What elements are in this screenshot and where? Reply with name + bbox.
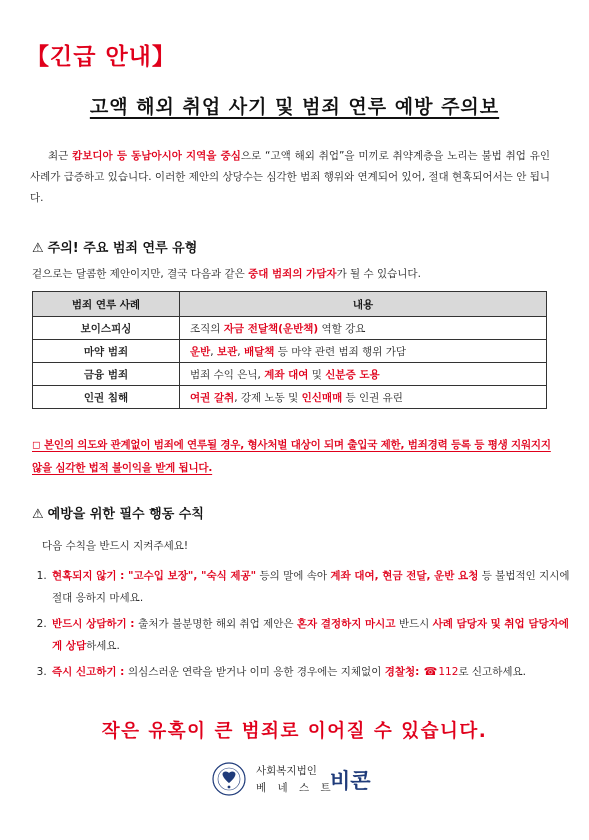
lead-text: 겉으로는 달콤한 제안이지만, 결국 다음과 같은 xyxy=(32,268,249,280)
description-highlight: 배달책 xyxy=(243,345,275,358)
rule-highlight: 계좌 대여, 현금 전달, 운반 요청 xyxy=(330,570,479,582)
section-heading-text: 주의! 주요 범죄 연루 유형 xyxy=(47,241,198,256)
table-header-cell: 내용 xyxy=(180,292,547,317)
rule-highlight: 사례 담당자 및 취업 담당자에게 상담 xyxy=(52,618,569,652)
description-highlight: 인신매매 xyxy=(301,391,343,404)
page-title-text: 고액 해외 취업 사기 및 범죄 연루 예방 주의보 xyxy=(89,96,500,118)
rule-label: 즉시 신고하기 : xyxy=(52,666,129,678)
section-heading-text: 예방을 위한 필수 행동 수칙 xyxy=(47,507,204,522)
lead-text: 가 될 수 있습니다. xyxy=(336,268,421,280)
rule-text: 로 신고하세요. xyxy=(458,666,526,678)
crime-category-cell: 마약 범죄 xyxy=(33,340,180,363)
rule-highlight: "고수입 보장", "숙식 제공" xyxy=(128,570,257,582)
description-text: 역할 강요 xyxy=(318,322,366,335)
crime-description-cell xyxy=(180,317,547,340)
rule-text: 등의 말에 속아 xyxy=(256,570,331,582)
intro-paragraph xyxy=(30,146,550,209)
rule-highlight: 혼자 결정하지 마시고 xyxy=(296,618,396,630)
police-number: 112 xyxy=(438,666,459,678)
description-highlight: 여권 갈취 xyxy=(190,391,235,404)
phone-icon: ☎ xyxy=(423,665,438,678)
rule-text: 반드시 xyxy=(395,618,433,630)
description-text: 범죄 수익 은닉, xyxy=(190,368,265,381)
section-lead: 다음 수칙을 반드시 지켜주세요! xyxy=(42,540,189,552)
crime-category-cell: 보이스피싱 xyxy=(33,317,180,340)
table-row xyxy=(33,363,547,386)
intro-highlight: 캄보디아 등 동남아시아 지역을 중심 xyxy=(72,150,241,162)
list-item xyxy=(50,565,572,609)
org-name: 비콘 xyxy=(330,769,371,793)
description-highlight: 운반 xyxy=(190,345,211,358)
description-highlight: 보관 xyxy=(216,345,238,358)
warning-icon: ⚠ xyxy=(32,507,44,522)
description-text: , xyxy=(237,345,244,358)
crime-category-cell: 인권 침해 xyxy=(33,386,180,409)
rule-label: 현혹되지 않기 : xyxy=(52,570,129,582)
description-text: 및 xyxy=(308,368,326,381)
table-row xyxy=(33,340,547,363)
table-header-cell: 범죄 연루 사례 xyxy=(33,292,180,317)
crime-description-cell xyxy=(180,363,547,386)
urgent-label: 【긴급 안내】 xyxy=(26,44,176,70)
list-item xyxy=(50,613,572,657)
rule-text: 의심스러운 연락을 받거나 이미 응한 경우에는 지체없이 xyxy=(128,666,385,678)
rule-label: 반드시 상담하기 : xyxy=(52,618,139,630)
section-lead xyxy=(32,266,421,281)
description-text: 등 마약 관련 범죄 행위 가담 xyxy=(274,345,407,358)
rule-text: 등 불법적인 지시에 절대 응하지 마세요. xyxy=(52,570,570,604)
section-heading-crime-types xyxy=(32,237,197,256)
section-heading-prevention xyxy=(32,503,204,522)
legal-warning: ◻ 본인의 의도와 관계없이 범죄에 연루될 경우, 형사처벌 대상이 되며 출입국 제한, 범죄경력 등록 등 평생 지워지지 않을 심각한 법적 불이익을 받게 됩니다. xyxy=(32,439,551,474)
table-row xyxy=(33,317,547,340)
table-row xyxy=(33,386,547,409)
rule-text: 하세요. xyxy=(86,640,120,652)
intro-text: 최근 xyxy=(48,150,73,162)
description-text: , 강제 노동 및 xyxy=(234,391,302,404)
crime-description-cell xyxy=(180,340,547,363)
description-highlight: 계좌 대여 xyxy=(264,368,309,381)
description-text: 조직의 xyxy=(190,322,224,335)
crime-description-cell xyxy=(180,386,547,409)
description-text: , xyxy=(210,345,217,358)
crime-types-table xyxy=(32,291,547,409)
org-type: 사회복지법인 xyxy=(256,765,317,777)
list-item xyxy=(50,661,572,683)
closing-message: 작은 유혹이 큰 범죄로 이어질 수 있습니다. xyxy=(101,721,488,742)
description-highlight: 자금 전달책(운반책) xyxy=(223,322,319,335)
description-highlight: 신분증 도용 xyxy=(325,368,380,381)
lead-highlight: 중대 범죄의 가담자 xyxy=(248,268,337,280)
org-brand: 베 네 스 트 xyxy=(256,782,335,794)
rules-list xyxy=(30,565,572,687)
rule-highlight: 경찰청: xyxy=(384,666,420,678)
rule-text: 출처가 불분명한 해외 취업 제안은 xyxy=(138,618,297,630)
intro-text: 으로 “고액 해외 취업”을 미끼로 취약계층을 노리는 불법 취업 유인 사례가 급증하고 있습니다. 이러한 제안의 상당수는 심각한 범죄 행위와 연계되어 있어, 절대 현혹되어서는 안 됩니다. xyxy=(30,150,550,204)
org-seal-icon xyxy=(212,762,246,796)
warning-icon: ⚠ xyxy=(32,241,44,256)
page-title xyxy=(0,92,589,119)
table-header-row xyxy=(33,292,547,317)
crime-category-cell: 금융 범죄 xyxy=(33,363,180,386)
description-text: 등 인권 유린 xyxy=(342,391,403,404)
